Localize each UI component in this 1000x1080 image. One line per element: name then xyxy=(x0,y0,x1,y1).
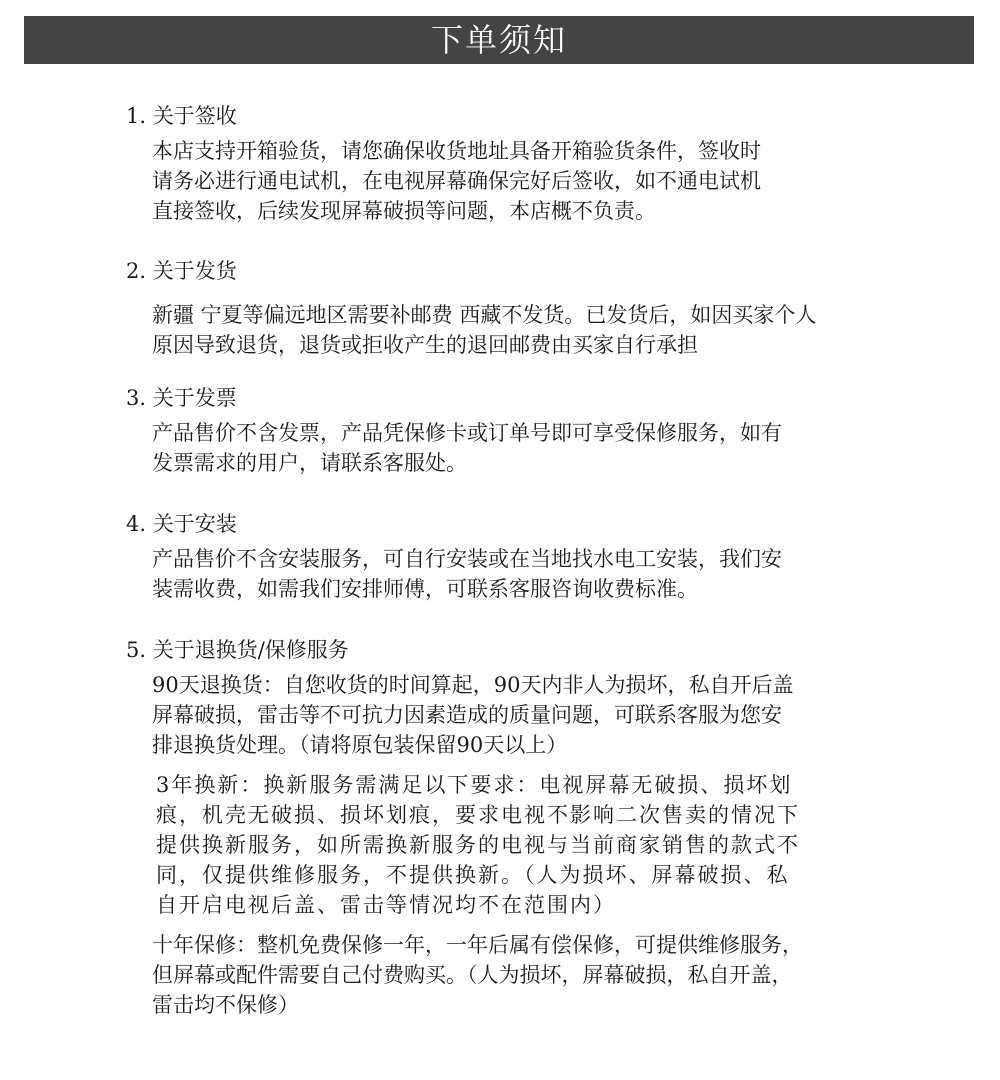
paragraph-line: 请务必进行通电试机，在电视屏幕确保完好后签收，如不通电试机 xyxy=(152,169,761,193)
paragraph-line: 本店支持开箱验货，请您确保收货地址具备开箱验货条件，签收时 xyxy=(152,139,761,163)
paragraph-line: 3年换新：换新服务需满足以下要求：电视屏幕无破损、损坏划 xyxy=(156,773,793,797)
section-paragraph-10-year-warranty xyxy=(152,930,803,1020)
section-heading-sign-for-delivery: 1. 关于签收 xyxy=(126,104,237,128)
header-bar xyxy=(24,16,974,64)
section-paragraph-90-day-returns xyxy=(152,670,793,760)
paragraph-line: 产品售价不含发票，产品凭保修卡或订单号即可享受保修服务，如有 xyxy=(152,421,782,445)
paragraph-line: 产品售价不含安装服务，可自行安装或在当地找水电工安装，我们安 xyxy=(152,547,782,571)
paragraph-line: 装需收费，如需我们安排师傅，可联系客服咨询收费标准。 xyxy=(152,577,698,601)
paragraph-line: 原因导致退货，退货或拒收产生的退回邮费由买家自行承担 xyxy=(152,333,698,357)
paragraph-line: 雷击均不保修） xyxy=(152,993,299,1017)
section-paragraph xyxy=(152,136,761,226)
paragraph-line: 同，仅提供维修服务，不提供换新。（人为损坏、屏幕破损、私 xyxy=(156,863,790,887)
section-paragraph xyxy=(152,418,782,478)
section-paragraph xyxy=(152,544,782,604)
section-heading-invoice: 3. 关于发票 xyxy=(126,386,237,410)
section-heading-installation: 4. 关于安装 xyxy=(126,512,237,536)
page-title: 下单须知 xyxy=(430,21,567,59)
paragraph-line: 但屏幕或配件需要自己付费购买。（人为损坏，屏幕破损，私自开盖， xyxy=(152,963,793,987)
paragraph-line: 新疆 宁夏等偏远地区需要补邮费 西藏不发货。已发货后，如因买家个人 xyxy=(152,303,817,327)
section-paragraph xyxy=(152,300,816,360)
paragraph-line: 排退换货处理。（请将原包装保留90天以上） xyxy=(152,733,568,757)
paragraph-line: 提供换新服务，如所需换新服务的电视与当前商家销售的款式不 xyxy=(156,833,800,857)
section-paragraph-3-year-replacement xyxy=(156,770,800,920)
paragraph-line: 十年保修：整机免费保修一年，一年后属有偿保修，可提供维修服务， xyxy=(152,933,803,957)
paragraph-line: 屏幕破损，雷击等不可抗力因素造成的质量问题，可联系客服为您安 xyxy=(152,703,782,727)
paragraph-line: 发票需求的用户，请联系客服处。 xyxy=(152,451,467,475)
section-heading-returns-warranty: 5. 关于退换货/保修服务 xyxy=(126,638,349,662)
section-heading-shipping: 2. 关于发货 xyxy=(126,259,237,283)
paragraph-line: 自开启电视后盖、雷击等情况均不在范围内） xyxy=(156,893,616,917)
paragraph-line: 直接签收，后续发现屏幕破损等问题，本店概不负责。 xyxy=(152,199,656,223)
paragraph-line: 痕，机壳无破损、损坏划痕，要求电视不影响二次售卖的情况下 xyxy=(156,803,800,827)
paragraph-line: 90天退换货：自您收货的时间算起，90天内非人为损坏，私自开后盖 xyxy=(152,673,794,697)
